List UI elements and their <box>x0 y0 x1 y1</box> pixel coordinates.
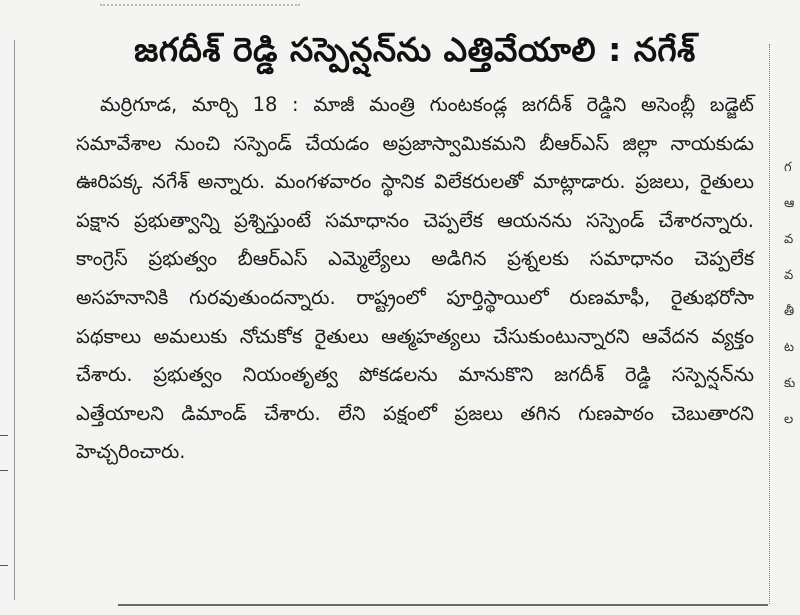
right-column-char: తీ <box>784 304 795 319</box>
article-body: మర్రిగూడ, మార్చి 18 : మాజీ మంత్రి గుంటకండ్ల జగదీశ్ రెడ్డిని అసెంబ్లీ బడ్జెట్ సమావేశాల నుంచి సస్పెండ్ చేయడం అప్రజాస్వామికమని బీఆర్ఎస్ జిల్లా నాయకుడు ఊరిపక్క నగేశ్ అన్నారు. మంగళవారం స్థానిక విలేకరులతో మాట్లాడారు. ప్రజలు, రైతులు పక్షాన ప్రభుత్వాన్ని ప్రశ్నిస్తుంటే సమాధానం చెప్పలేక ఆయనను సస్పెండ్ చేశారన్నారు. కాంగ్రెస్ ప్రభుత్వం బీఆర్ఎస్ ఎమ్మెల్యేలు అడిగిన ప్రశ్నలకు సమాధానం చెప్పలేక అసహనానికి గురవుతుందన్నారు. రాష్ట్రంలో పూర్తిస్థాయిలో రుణమాఫీ, రైతుభరోసా పథకాలు అమలుకు నోచుకోక రైతులు ఆత్మహత్యలు చేసుకుంటున్నారని ఆవేదన వ్యక్తం చేశారు. ప్రభుత్వం నియంతృత్వ పోకడలను మానుకొని జగదీశ్ రెడ్డి సస్పెన్షన్‌ను ఎత్తేయాలని డిమాండ్ చేశారు. లేని పక్షంలో ప్రజలు తగిన గుణపాఠం చెబుతారని హెచ్చరించారు. <box>76 93 754 464</box>
left-edge-mark <box>0 435 8 436</box>
left-edge-mark <box>0 565 8 566</box>
column-separator <box>769 44 770 604</box>
right-column-char: వ <box>784 232 794 247</box>
bottom-divider <box>118 604 768 606</box>
right-column-char: కు <box>784 376 796 391</box>
left-edge-mark <box>0 470 8 471</box>
right-column-fragment <box>784 150 800 438</box>
article-headline: జగదీశ్ రెడ్డి సస్పెన్షన్‌ను ఎత్తివేయాలి : నగేశ్ <box>134 30 696 69</box>
top-text-remnant <box>100 0 300 6</box>
right-column-char: గ <box>784 160 792 175</box>
news-article <box>70 26 760 472</box>
right-column-char: ఆ <box>784 196 795 211</box>
right-column-char: వ <box>784 268 794 283</box>
right-column-char: ల <box>784 412 794 427</box>
left-column-edge <box>0 40 15 600</box>
right-column-char: ట <box>784 340 795 355</box>
